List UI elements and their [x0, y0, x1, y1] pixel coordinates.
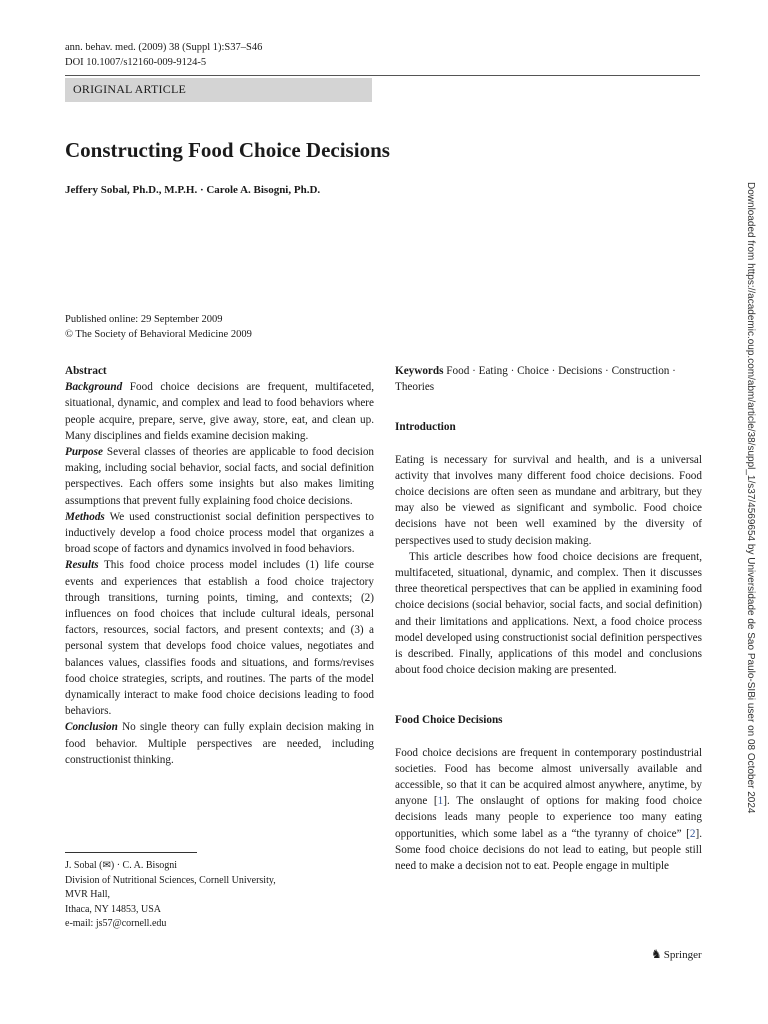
authors: Jeffery Sobal, Ph.D., M.P.H. · Carole A. Bisogni, Ph.D.	[65, 184, 321, 196]
abstract-results	[65, 557, 374, 719]
food-choice-heading: Food Choice Decisions	[395, 714, 503, 727]
body-column	[395, 363, 702, 874]
purpose-label: Purpose	[65, 446, 103, 459]
author-affiliation	[65, 859, 276, 932]
article-title: Constructing Food Choice Decisions	[65, 138, 390, 162]
article-type-banner	[65, 78, 372, 102]
abstract-methods	[65, 509, 374, 558]
affiliation-line: Division of Nutritional Sciences, Cornell University,	[65, 874, 276, 886]
article-type-label: ORIGINAL ARTICLE	[73, 82, 187, 96]
abstract-purpose	[65, 444, 374, 509]
text-run: Food choice decisions are frequent in contemporary postindustrial societies. Food has become almost universally available and accessible, so that it can be acquired almost anywhere, anytime, by anyone [	[395, 746, 702, 808]
footnote-divider	[65, 852, 197, 853]
food-choice-paragraph	[395, 745, 702, 875]
conclusion-label: Conclusion	[65, 721, 118, 734]
introduction-paragraph: This article describes how food choice decisions are frequent, multifaceted, situational, dynamic, and complex. Then it discusses three theoretical perspectives that can be applied in examining food choice decisions (social behavior, social facts, and social definition) and their limitations and applications. Next, a food choice process model developed using constructionist social definition perspectives is described. Finally, applications of this model and conclusions about food choice decision making are presented.	[395, 550, 702, 677]
methods-text: We used constructionist social definition perspectives to inductively develop a food choice process model that organizes a broad scope of factors and dynamics involved in food behaviors.	[65, 510, 374, 556]
background-text: Food choice decisions are frequent, multifaceted, situational, dynamic, and complex and lead to food behaviors where people acquire, prepare, serve, give away, store, eat, and clean up. Many disciplines and fields examine decision making.	[65, 381, 375, 442]
email-link[interactable]: e-mail: js57@cornell.edu	[65, 918, 167, 929]
abstract-heading: Abstract	[65, 365, 107, 377]
published-date: Published online: 29 September 2009	[65, 314, 223, 325]
header-divider	[65, 75, 700, 76]
springer-horse-icon: ♞	[651, 947, 662, 961]
copyright: © The Society of Behavioral Medicine 2009	[65, 329, 252, 340]
purpose-text: Several classes of theories are applicable to food decision making, including social behavior, social facts, and social definition perspectives. Each offers some insights but also makes limiting assumptions that prevent fully explaining food choice decisions.	[65, 446, 375, 507]
citation-link[interactable]: 2	[689, 827, 696, 840]
doi[interactable]: DOI 10.1007/s12160-009-9124-5	[65, 57, 207, 68]
introduction-paragraph: Eating is necessary for survival and health, and is a universal activity that involves many different food choice decisions. Food choice decisions are often seen as mundane and arbitrary, but they may also be viewed as significant and symbolic. Food choice decisions have not been well examined by the diversity of perspectives used to study decision making.	[395, 453, 702, 547]
background-label: Background	[65, 381, 123, 394]
journal-citation: ann. behav. med. (2009) 38 (Suppl 1):S37–S46	[65, 42, 263, 53]
affiliation-line: Ithaca, NY 14853, USA	[65, 903, 162, 915]
correspondence-authors: J. Sobal (✉) · C. A. Bisogni	[65, 860, 177, 871]
keywords-text: Food · Eating · Choice · Decisions · Construction · Theories	[395, 365, 676, 394]
abstract-background	[65, 379, 374, 444]
results-label: Results	[65, 559, 99, 572]
introduction-heading: Introduction	[395, 421, 456, 434]
keywords	[395, 363, 702, 395]
results-text: This food choice process model includes (1) life course events and experiences that establish a food choice trajectory through transitions, turning points, timing, and contexts; (2) influences on food choices that include cultural ideals, personal factors, resources, social factors, and present contexts; and (3) a personal system that develops food choice values, negotiates and balances values, classifies foods and situations, and forms/revises food choice strategies, scripts, and routines. The parts of the model dynamically interact to make food choice decisions leading to food behaviors.	[65, 559, 374, 718]
abstract-conclusion	[65, 719, 374, 768]
methods-label: Methods	[65, 510, 105, 523]
citation-link[interactable]: 1	[437, 795, 444, 808]
conclusion-text: No single theory can fully explain decision making in food behavior. Multiple perspectives are needed, including constructionist thinking.	[65, 721, 375, 766]
publisher-logo	[651, 946, 702, 963]
keywords-label: Keywords	[395, 365, 444, 377]
publication-info	[65, 312, 252, 342]
text-run: ]. The onslaught of options for making food choice decisions leads many people to experience too many eating opportunities, which some label as a “the tyranny of choice” [	[395, 795, 702, 840]
abstract-column	[65, 363, 374, 768]
text-run: ]. Some food choice decisions do not lead to eating, but people still need to make a decision not to eat. People engage in multiple	[395, 827, 702, 873]
publisher-name: Springer	[663, 949, 702, 961]
journal-header	[65, 40, 262, 70]
download-notice: Downloaded from https://academic.oup.com/abm/article/38/suppl_1/s37/4569654 by Universidade de Sao Paulo-SIBi user on 08 October 2024	[745, 182, 756, 814]
affiliation-line: MVR Hall,	[65, 889, 110, 900]
